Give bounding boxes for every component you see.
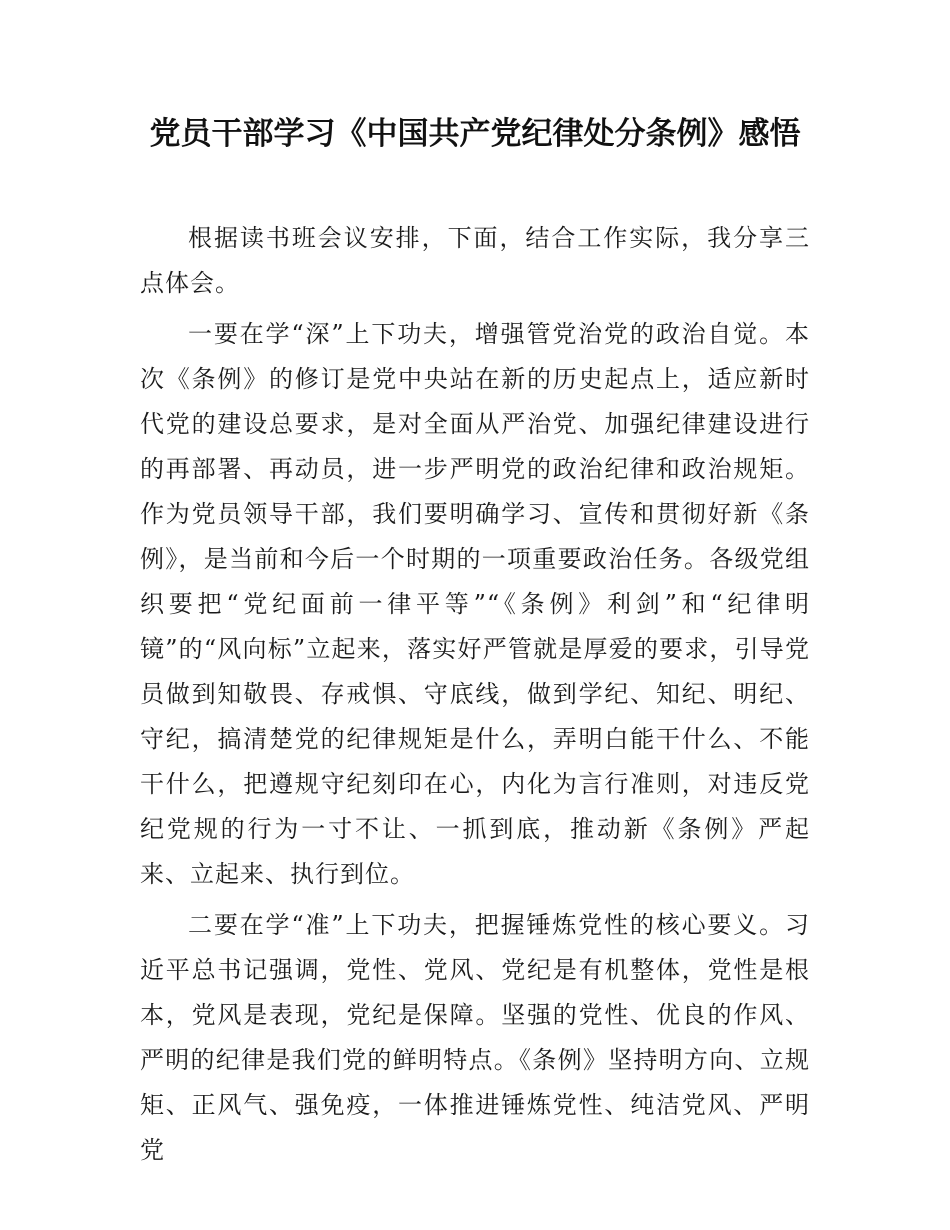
document-title: 党员干部学习《中国共产党纪律处分条例》感悟 [149,116,801,152]
paragraph-point-two: 二要在学“准”上下功夫，把握锤炼党性的核心要义。习近平总书记强调，党性、党风、党纪是有机整体，党性是根本，党风是表现，党纪是保障。坚强的党性、优良的作风、严明的纪律是我们党的鲜明特点。《条例》坚持明方向、立规矩、正风气、强免疫，一体推进锤炼党性、纯洁党风、严明党 [140,911,810,1164]
paragraph-point-one: 一要在学“深”上下功夫，增强管党治党的政治自觉。本次《条例》的修订是党中央站在新的历史起点上，适应新时代党的建设总要求，是对全面从严治党、加强纪律建设进行的再部署、再动员，进一步严明党的政治纪律和政治规矩。作为党员领导干部，我们要明确学习、宣传和贯彻好新《条例》，是当前和今后一个时期的一项重要政治任务。各级党组织要把“党纪面前一律平等”“《条例》利剑”和“纪律明镜”的“风向标”立起来，落实好严管就是厚爱的要求，引导党员做到知敬畏、存戒惧、守底线，做到学纪、知纪、明纪、守纪，搞清楚党的纪律规矩是什么，弄明白能干什么、不能干什么，把遵规守纪刻印在心，内化为言行准则，对违反党纪党规的行为一寸不让、一抓到底，推动新《条例》严起来、立起来、执行到位。 [140,320,810,888]
paragraph-intro: 根据读书班会议安排，下面，结合工作实际，我分享三点体会。 [140,224,810,297]
document-body [140,216,810,1179]
